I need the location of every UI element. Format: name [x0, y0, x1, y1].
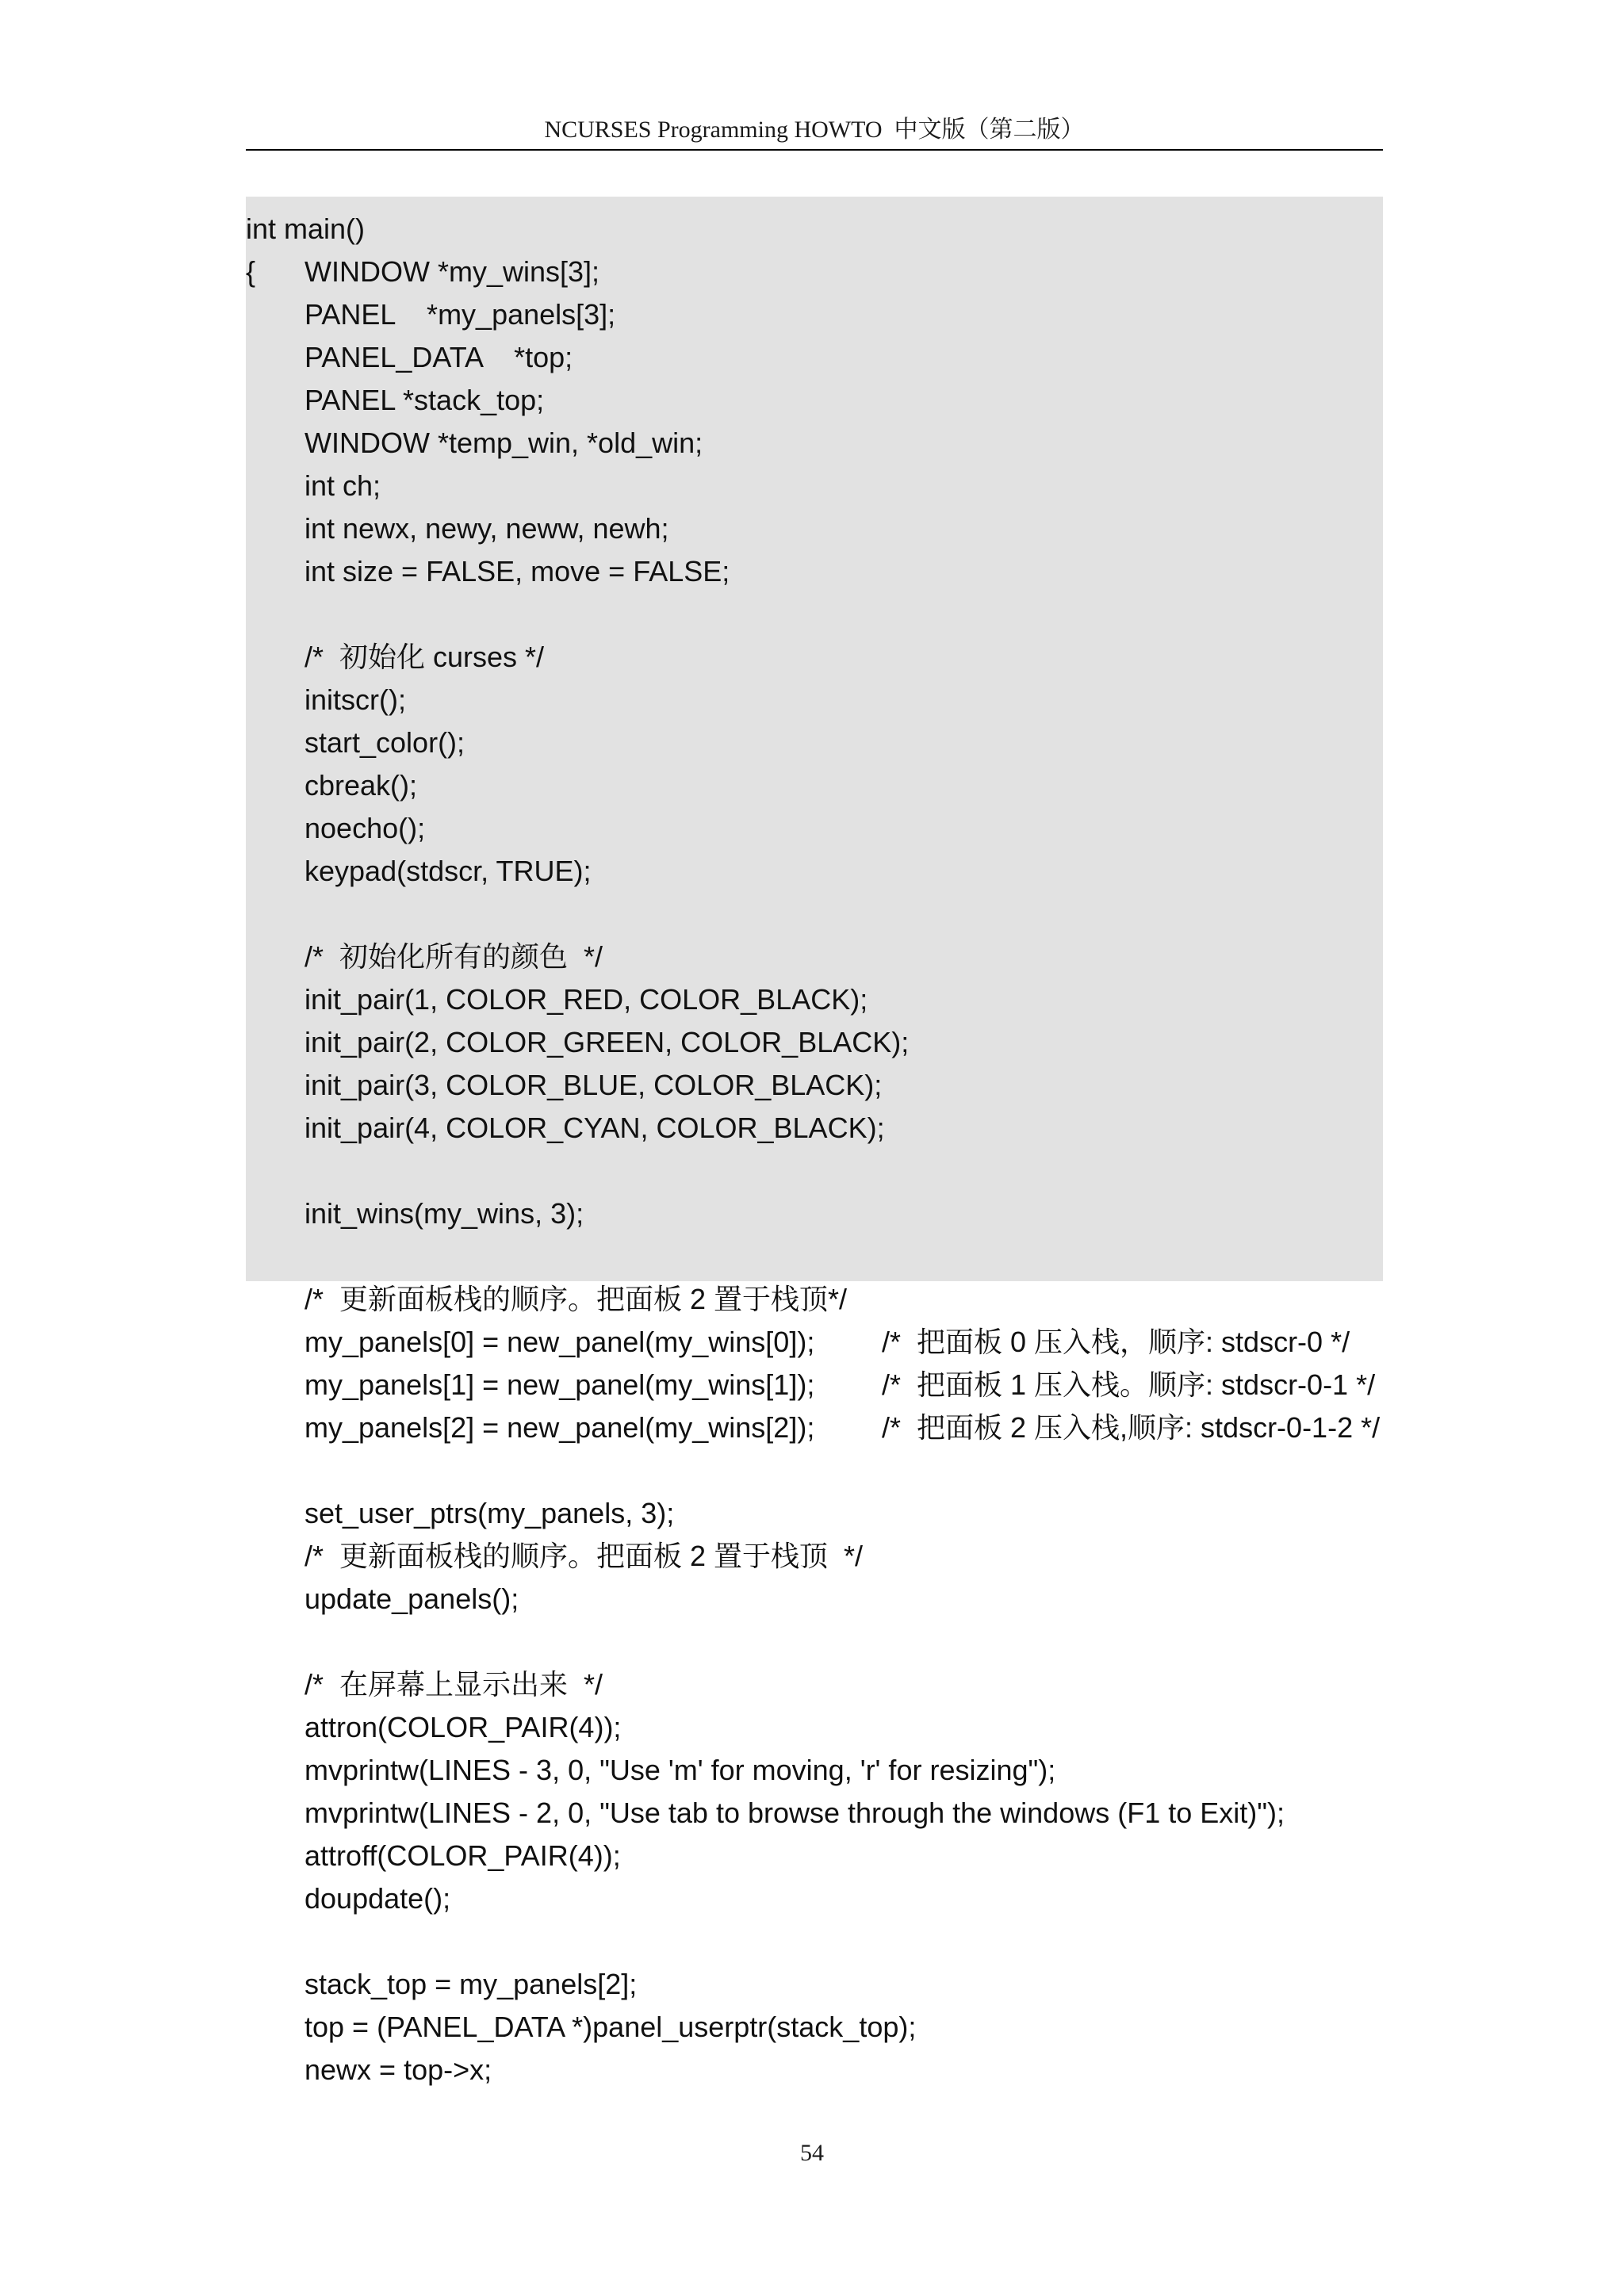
code-block [246, 197, 1383, 2086]
code-line-text: /* 初始化所有的颜色 */ [304, 940, 603, 973]
code-line-text: top = (PANEL_DATA *)panel_userptr(stack_top); [304, 2011, 917, 2043]
code-line-lead: { [246, 255, 256, 288]
code-line-text: update_panels(); [304, 1582, 519, 1615]
code-line-text: noecho(); [304, 812, 426, 844]
code-line-text: attron(COLOR_PAIR(4)); [304, 1711, 622, 1743]
code-line-text: start_color(); [304, 726, 465, 759]
code-line-lead: int main() [246, 212, 366, 245]
code-line-text: WINDOW *my_wins[3]; [304, 255, 600, 288]
code-line-text: int ch; [304, 469, 381, 502]
page-header: NCURSES Programming HOWTO 中文版（第二版） [246, 111, 1383, 151]
code-line-text: my_panels[2] = new_panel(my_wins[2]); [304, 1411, 815, 1444]
code-line-text: stack_top = my_panels[2]; [304, 1968, 638, 2000]
code-line-text: newx = top->x; [304, 2053, 492, 2086]
code-line-comment: /* 把面板 0 压入栈，顺序: stdscr-0 */ [882, 1326, 1350, 1358]
code-line-text: mvprintw(LINES - 2, 0, "Use tab to browse through the windows (F1 to Exit)"); [304, 1797, 1285, 1829]
code-line-text: attroff(COLOR_PAIR(4)); [304, 1839, 621, 1872]
code-line-text: PANEL_DATA *top; [304, 341, 573, 373]
code-line-text: keypad(stdscr, TRUE); [304, 855, 592, 887]
code-line-text: /* 在屏幕上显示出来 */ [304, 1668, 603, 1701]
code-line-text: init_pair(3, COLOR_BLUE, COLOR_BLACK); [304, 1069, 883, 1101]
code-line-text: my_panels[0] = new_panel(my_wins[0]); [304, 1326, 815, 1358]
code-line-text: init_wins(my_wins, 3); [304, 1197, 584, 1230]
code-line-text: PANEL *my_panels[3]; [304, 298, 616, 331]
code-line-text: init_pair(2, COLOR_GREEN, COLOR_BLACK); [304, 1026, 910, 1058]
code-line-text: doupdate(); [304, 1882, 451, 1915]
code-line-text: my_panels[1] = new_panel(my_wins[1]); [304, 1368, 815, 1401]
code-line-text: /* 初始化 curses */ [304, 641, 545, 673]
code-line-text: mvprintw(LINES - 3, 0, "Use 'm' for moving, 'r' for resizing"); [304, 1754, 1056, 1786]
code-line-text: /* 更新面板栈的顺序。把面板 2 置于栈顶*/ [304, 1283, 848, 1315]
code-line-comment: /* 把面板 1 压入栈。顺序: stdscr-0-1 */ [882, 1368, 1376, 1401]
code-line-text: int newx, newy, neww, newh; [304, 512, 669, 545]
code-line-comment: /* 把面板 2 压入栈,顺序: stdscr-0-1-2 */ [882, 1411, 1381, 1444]
page-number: 54 [800, 2140, 824, 2166]
code-line-text: init_pair(1, COLOR_RED, COLOR_BLACK); [304, 983, 868, 1016]
code-line-text: init_pair(4, COLOR_CYAN, COLOR_BLACK); [304, 1112, 885, 1144]
code-line-text: PANEL *stack_top; [304, 384, 545, 416]
code-line-text: /* 更新面板栈的顺序。把面板 2 置于栈顶 */ [304, 1540, 864, 1572]
code-line-text: int size = FALSE, move = FALSE; [304, 555, 730, 587]
code-line-text: WINDOW *temp_win, *old_win; [304, 427, 703, 459]
code-line-text: cbreak(); [304, 769, 418, 802]
code-line-text: initscr(); [304, 683, 406, 716]
code-line-text: set_user_ptrs(my_panels, 3); [304, 1497, 675, 1529]
